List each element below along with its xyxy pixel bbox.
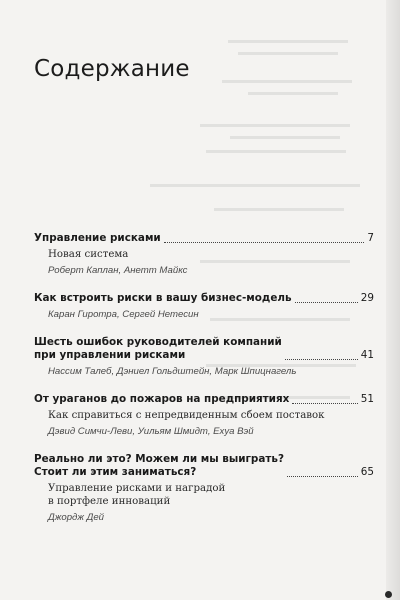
toc-entry-authors: Каран Гиротра, Сергей Нетесин — [48, 309, 199, 320]
toc-entry-authors: Нассим Талеб, Дэниел Гольдштейн, Марк Шпицнагель — [48, 366, 297, 377]
page-title: Содержание — [34, 56, 190, 82]
page-number: 29 — [360, 292, 374, 304]
dot-leader — [164, 242, 365, 243]
toc-entry-title — [34, 393, 289, 406]
page-number: 41 — [360, 349, 374, 361]
toc-entry-subtitle — [48, 482, 374, 508]
toc-entry[interactable] — [34, 393, 374, 438]
toc-entry-title — [34, 232, 161, 245]
toc-entry-authors: Роберт Каплан, Анетт Майкс — [48, 265, 188, 276]
toc-entry-heading — [34, 453, 374, 479]
toc-entry-title-line: при управлении рисками — [34, 349, 186, 361]
toc-entry-subtitle-line: в портфеле инноваций — [48, 496, 171, 507]
page-spine-shadow — [386, 0, 400, 600]
toc-entry-title — [34, 336, 282, 362]
toc-entry[interactable] — [34, 336, 374, 378]
toc-entry-authors: Дэвид Симчи-Леви, Уильям Шмидт, Ехуа Вэй — [48, 426, 254, 437]
table-of-contents — [34, 232, 374, 539]
toc-entry-title — [34, 453, 284, 479]
toc-entry-heading — [34, 292, 374, 305]
toc-entry-title-line: Управление рисками — [34, 232, 161, 244]
dot-leader — [287, 476, 358, 477]
toc-entry-heading — [34, 393, 374, 406]
toc-entry[interactable] — [34, 453, 374, 524]
corner-dot — [385, 591, 392, 598]
page-number: 65 — [360, 466, 374, 478]
toc-entry-heading — [34, 232, 374, 245]
toc-entry-subtitle-line: Управление рисками и наградой — [48, 483, 226, 494]
toc-entry-title-line: Реально ли это? Можем ли мы выиграть? — [34, 453, 285, 465]
toc-entry-heading — [34, 336, 374, 362]
toc-entry-subtitle — [48, 248, 374, 261]
toc-entry[interactable] — [34, 232, 374, 277]
dot-leader — [292, 403, 357, 404]
page-number: 7 — [367, 232, 374, 244]
toc-entry-title-line: Стоит ли этим заниматься? — [34, 466, 197, 478]
page-number: 51 — [360, 393, 374, 405]
toc-entry-title-line: Шесть ошибок руководителей компаний — [34, 336, 282, 348]
toc-entry[interactable] — [34, 292, 374, 321]
dot-leader — [285, 359, 358, 360]
toc-entry-title-line: От ураганов до пожаров на предприятиях — [34, 393, 290, 405]
toc-entry-subtitle-line: Как справиться с непредвиденным сбоем поставок — [48, 410, 325, 421]
toc-entry-subtitle-line: Новая система — [48, 249, 129, 260]
toc-entry-title — [34, 292, 292, 305]
toc-entry-title-line: Как встроить риски в вашу бизнес-модель — [34, 292, 292, 304]
toc-entry-authors: Джордж Дей — [48, 512, 105, 523]
dot-leader — [295, 302, 358, 303]
toc-entry-subtitle — [48, 409, 374, 422]
